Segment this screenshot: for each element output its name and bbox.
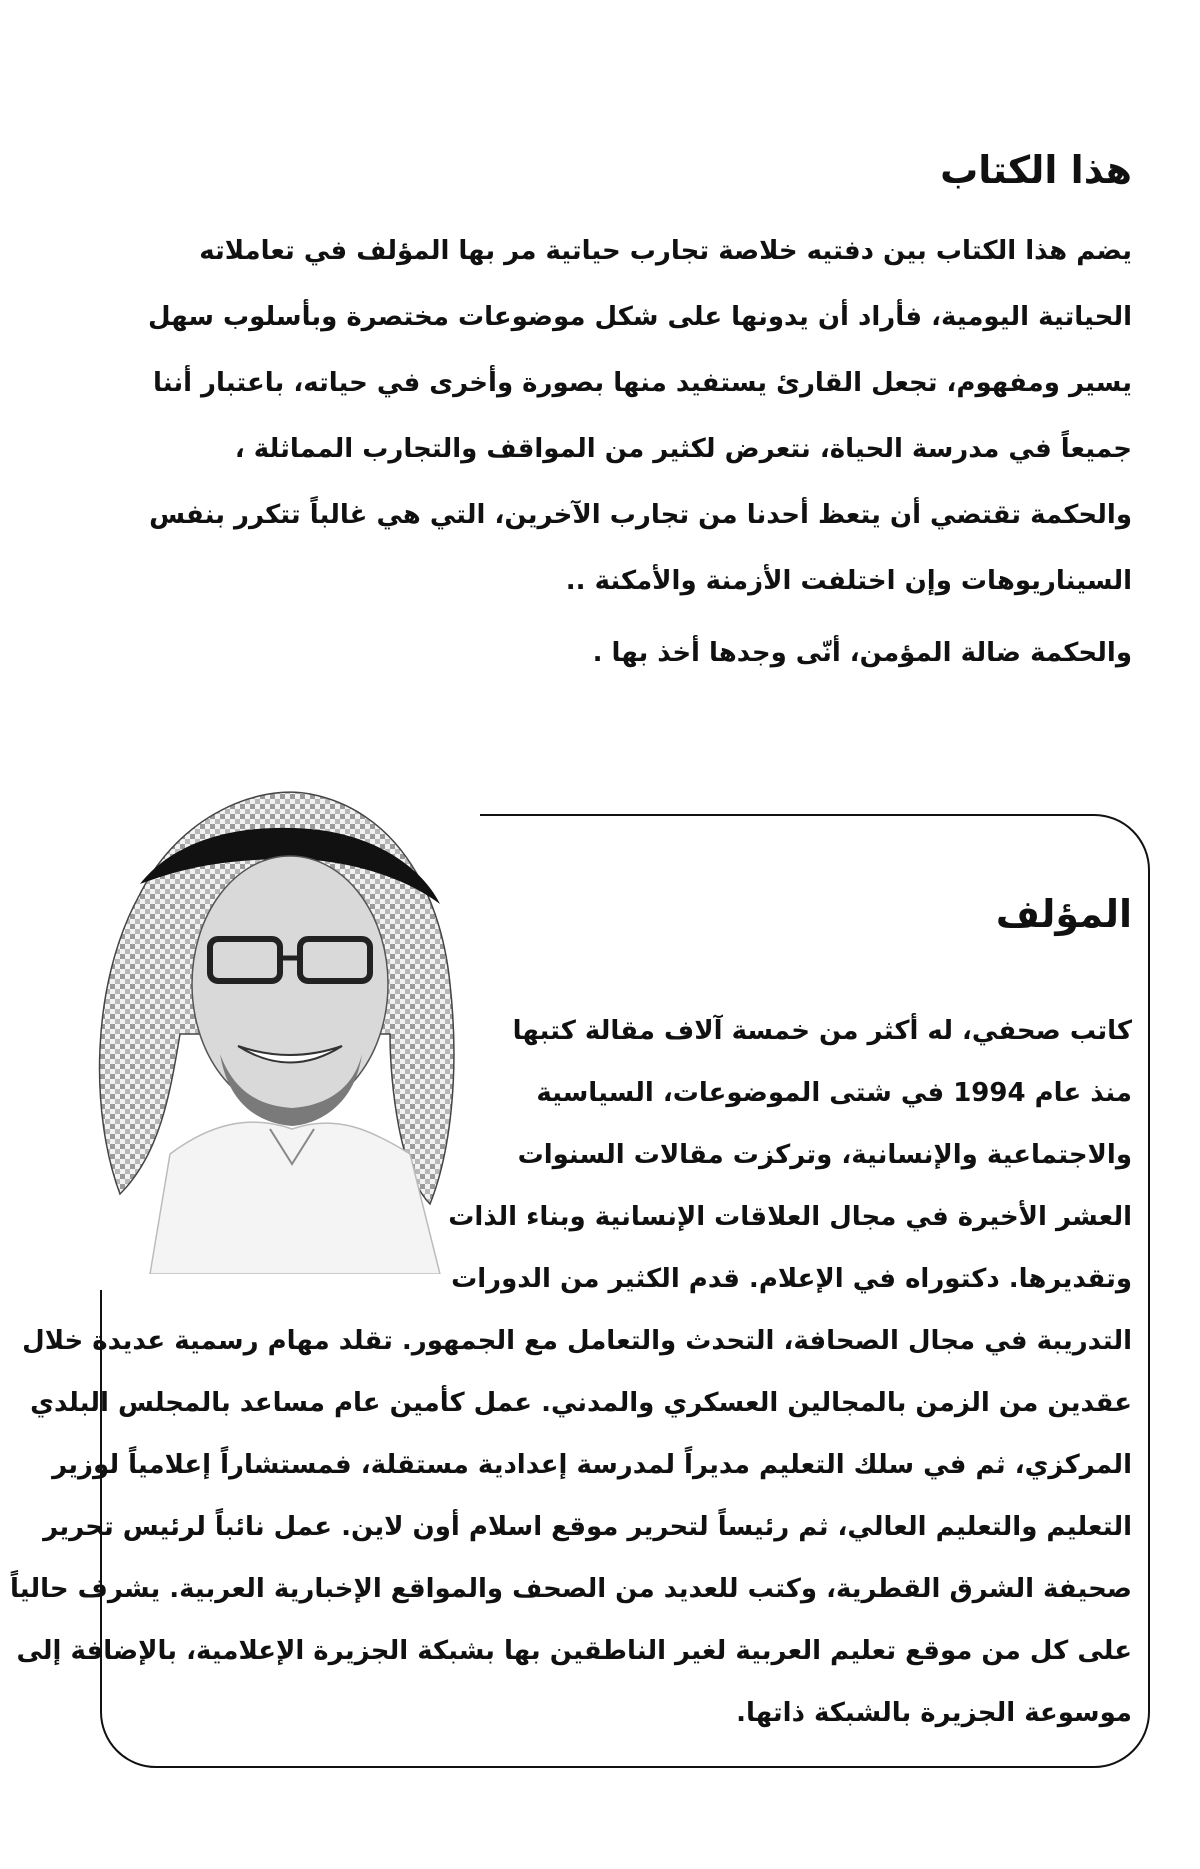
author-bio-line: المركزي، ثم في سلك التعليم مديراً لمدرسة إعدادية مستقلة، فمستشاراً إعلامياً لوزير <box>52 1450 1132 1480</box>
book-line: يضم هذا الكتاب بين دفتيه خلاصة تجارب حياتية مر بها المؤلف في تعاملاته <box>199 236 1132 266</box>
book-section <box>0 0 1200 700</box>
book-line: الحياتية اليومية، فأراد أن يدونها على شكل موضوعات مختصرة وبأسلوب سهل <box>147 302 1132 332</box>
book-line: والحكمة تقتضي أن يتعظ أحدنا من تجارب الآخرين، التي هي غالباً تتكرر بنفس <box>149 500 1132 530</box>
author-bio-line: التدريبة في مجال الصحافة، التحدث والتعامل مع الجمهور. تقلد مهام رسمية عديدة خلال <box>22 1326 1132 1356</box>
author-bio <box>9 1000 1132 1744</box>
book-line: جميعاً في مدرسة الحياة، نتعرض لكثير من المواقف والتجارب المماثلة ، <box>234 434 1132 464</box>
author-bio-line: منذ عام 1994 في شتى الموضوعات، السياسية <box>536 1078 1132 1108</box>
author-bio-line: وتقديرها. دكتوراه في الإعلام. قدم الكثير من الدورات <box>451 1264 1132 1294</box>
author-bio-line: موسوعة الجزيرة بالشبكة ذاتها. <box>736 1698 1132 1728</box>
author-bio-line: كاتب صحفي، له أكثر من خمسة آلاف مقالة كتبها <box>512 1016 1132 1046</box>
book-title: هذا الكتاب <box>940 148 1132 192</box>
author-bio-line: عقدين من الزمن بالمجالين العسكري والمدني. عمل كأمين عام مساعد بالمجلس البلدي <box>30 1388 1132 1418</box>
book-line: السيناريوهات وإن اختلفت الأزمنة والأمكنة .. <box>565 566 1132 596</box>
author-bio-line: والاجتماعية والإنسانية، وتركزت مقالات السنوات <box>517 1140 1132 1170</box>
book-quote: والحكمة ضالة المؤمن، أنّى وجدها أخذ بها . <box>592 638 1132 668</box>
author-bio-line: التعليم والتعليم العالي، ثم رئيساً لتحرير موقع اسلام أون لاين. عمل نائباً لرئيس تحرير <box>43 1512 1132 1542</box>
author-bio-line: العشر الأخيرة في مجال العلاقات الإنسانية وبناء الذات <box>448 1202 1132 1232</box>
author-bio-line: على كل من موقع تعليم العربية لغير الناطقين بها بشبكة الجزيرة الإعلامية، بالإضافة إلى <box>16 1636 1132 1666</box>
author-bio-line: صحيفة الشرق القطرية، وكتب للعديد من الصحف والمواقع الإخبارية العربية. يشرف حالياً <box>9 1574 1132 1604</box>
book-description <box>147 218 1132 614</box>
author-title: المؤلف <box>995 892 1132 936</box>
book-line: يسير ومفهوم، تجعل القارئ يستفيد منها بصورة وأخرى في حياته، باعتبار أننا <box>152 368 1132 398</box>
